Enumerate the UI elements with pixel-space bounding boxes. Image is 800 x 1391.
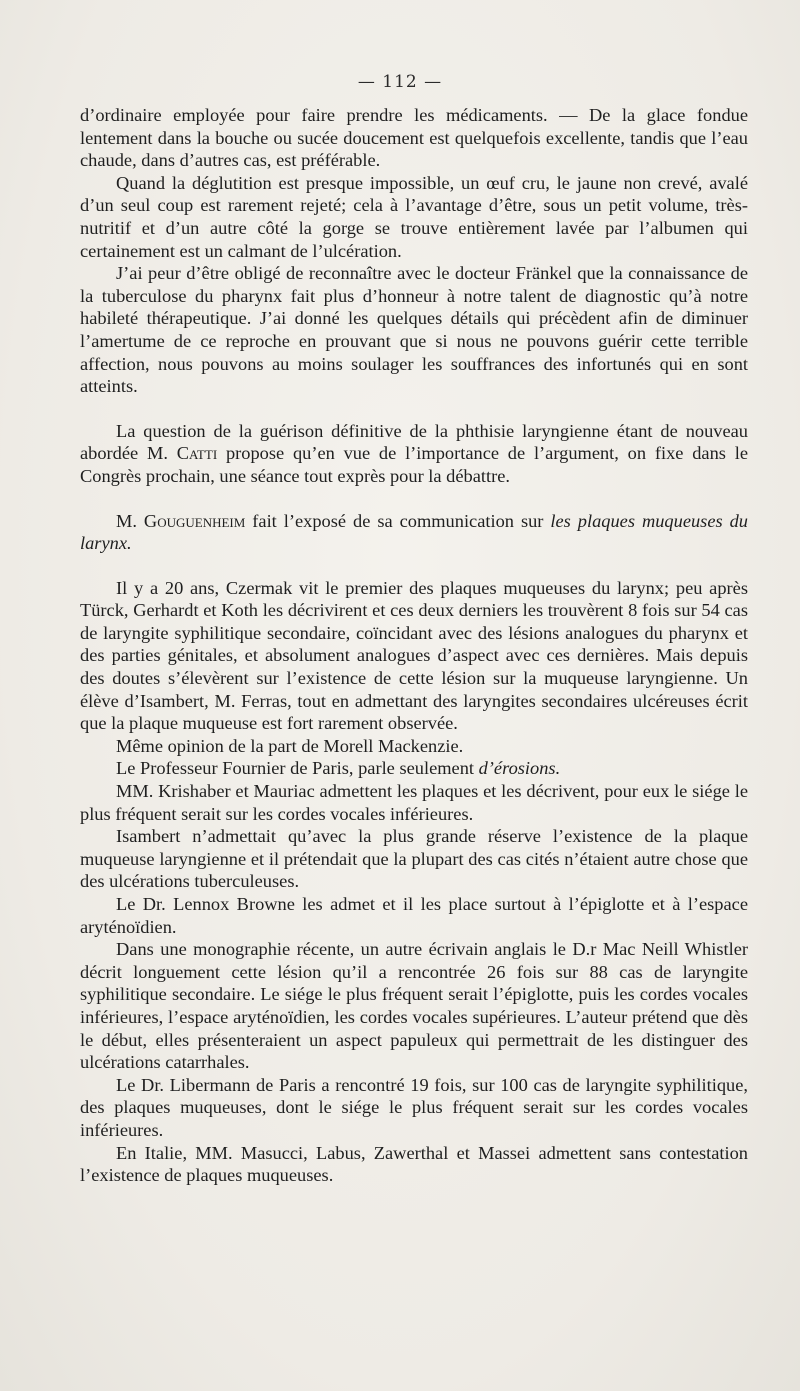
paragraph: Dans une monographie récente, un autre écrivain anglais le D.r Mac Neill Whistler décrit longuement cette lésion qu’il a rencontrée 26 fois sur 88 cas de laryngite syphilitique secondaire. Le siége le plus fréquent serait l’épiglotte, puis les cordes vocales inférieures, l’espace aryténoïdien, les cordes vocales supérieures. L’auteur prétend que dès le début, elles présenteraient un aspect papuleux qui permettrait de les distinguer des ulcérations catarrhales. <box>80 939 748 1073</box>
text-span: fait l’exposé de sa communication sur <box>252 510 544 531</box>
speaker-name: Gouguenheim <box>143 510 246 531</box>
paragraph: J’ai peur d’être obligé de reconnaître avec le docteur Fränkel que la connaissance de la tuberculose du pharynx fait plus d’honneur à notre talent de diagnostic qu’à notre habileté thérapeutique. J’ai donné les quelques détails qui précèdent afin de diminuer l’amertume de ce reproche en prouvant que si nous ne pouvons guérir cette terrible affection, nous pouvons au moins soulager les souffrances des infortunés qui en sont atteints. <box>80 263 748 397</box>
paragraph: En Italie, MM. Masucci, Labus, Zawerthal et Massei admettent sans contestation l’existence de plaques muqueuses. <box>80 1142 748 1186</box>
paragraph-catti <box>80 420 748 488</box>
text-span: propose qu’en vue de l’importance de l’argument, on fixe dans le Congrès prochain, une séance tout exprès pour la débattre. <box>80 443 748 486</box>
speaker-name: Catti <box>176 443 218 464</box>
paragraph: Quand la déglutition est presque impossible, un œuf cru, le jaune non crevé, avalé d’un seul coup est rarement rejeté; cela à l’avantage d’être, sous un petit volume, très-nutritif et d’un autre côté la gorge se trouve entièrement lavée par l’albumen qui certainement est un calmant de l’ulcération. <box>80 172 748 261</box>
paragraph-communication <box>80 510 748 555</box>
paragraph: Le Dr. Lennox Browne les admet et il les place surtout à l’épiglotte et à l’espace aryténoïdien. <box>80 894 748 937</box>
communication-title: les plaques muqueuses du larynx. <box>80 510 749 554</box>
paragraph <box>80 757 748 780</box>
page-number: — 112 — <box>357 72 443 92</box>
text-span: M. <box>116 510 137 531</box>
text-span: La question de la guérison définitive de la phthisie laryngienne étant de nouveau abordée M. <box>80 420 748 464</box>
paragraph: d’ordinaire employée pour faire prendre les médicaments. — De la glace fondue lentement dans la bouche ou sucée doucement est quelquefois excellente, tandis que l’eau chaude, dans d’autres cas, est préférable. <box>80 105 748 171</box>
paragraph: Même opinion de la part de Morell Mackenzie. <box>116 735 464 756</box>
italic-term: d’érosions. <box>478 758 561 779</box>
body-text <box>80 104 748 1187</box>
paragraph: Le Dr. Libermann de Paris a rencontré 19 fois, sur 100 cas de laryngite syphilitique, des plaques muqueuses, dont le siége le plus fréquent serait sur les cordes vocales inférieures. <box>80 1074 748 1140</box>
paragraph: Il y a 20 ans, Czermak vit le premier des plaques muqueuses du larynx; peu après Türck, Gerhardt et Koth les décrivirent et ces deux derniers les trouvèrent 8 fois sur 54 cas de laryngite syphilitique secondaire, coïncidant avec des lésions analogues du pharynx et des parties génitales, et absolument analogues d’aspect avec ces dernières. Mais depuis des doutes s’élevèrent sur l’existence de cette lésion sur la muqueuse laryngienne. Un élève d’Isambert, M. Ferras, tout en admettant des laryngites secondaires ulcéreuses écrit que la plaque muqueuse est fort rarement observée. <box>80 577 748 734</box>
paragraph: MM. Krishaber et Mauriac admettent les plaques et les décrivent, pour eux le siége le plus fréquent serait sur les cordes vocales inférieures. <box>80 781 748 824</box>
text-span: Le Professeur Fournier de Paris, parle seulement <box>116 758 474 779</box>
paragraph: Isambert n’admettait qu’avec la plus grande réserve l’existence de la plaque muqueuse laryngienne et il prétendait que la plupart des cas cités n’étaient autre chose que des ulcérations tuberculeuses. <box>80 826 748 892</box>
